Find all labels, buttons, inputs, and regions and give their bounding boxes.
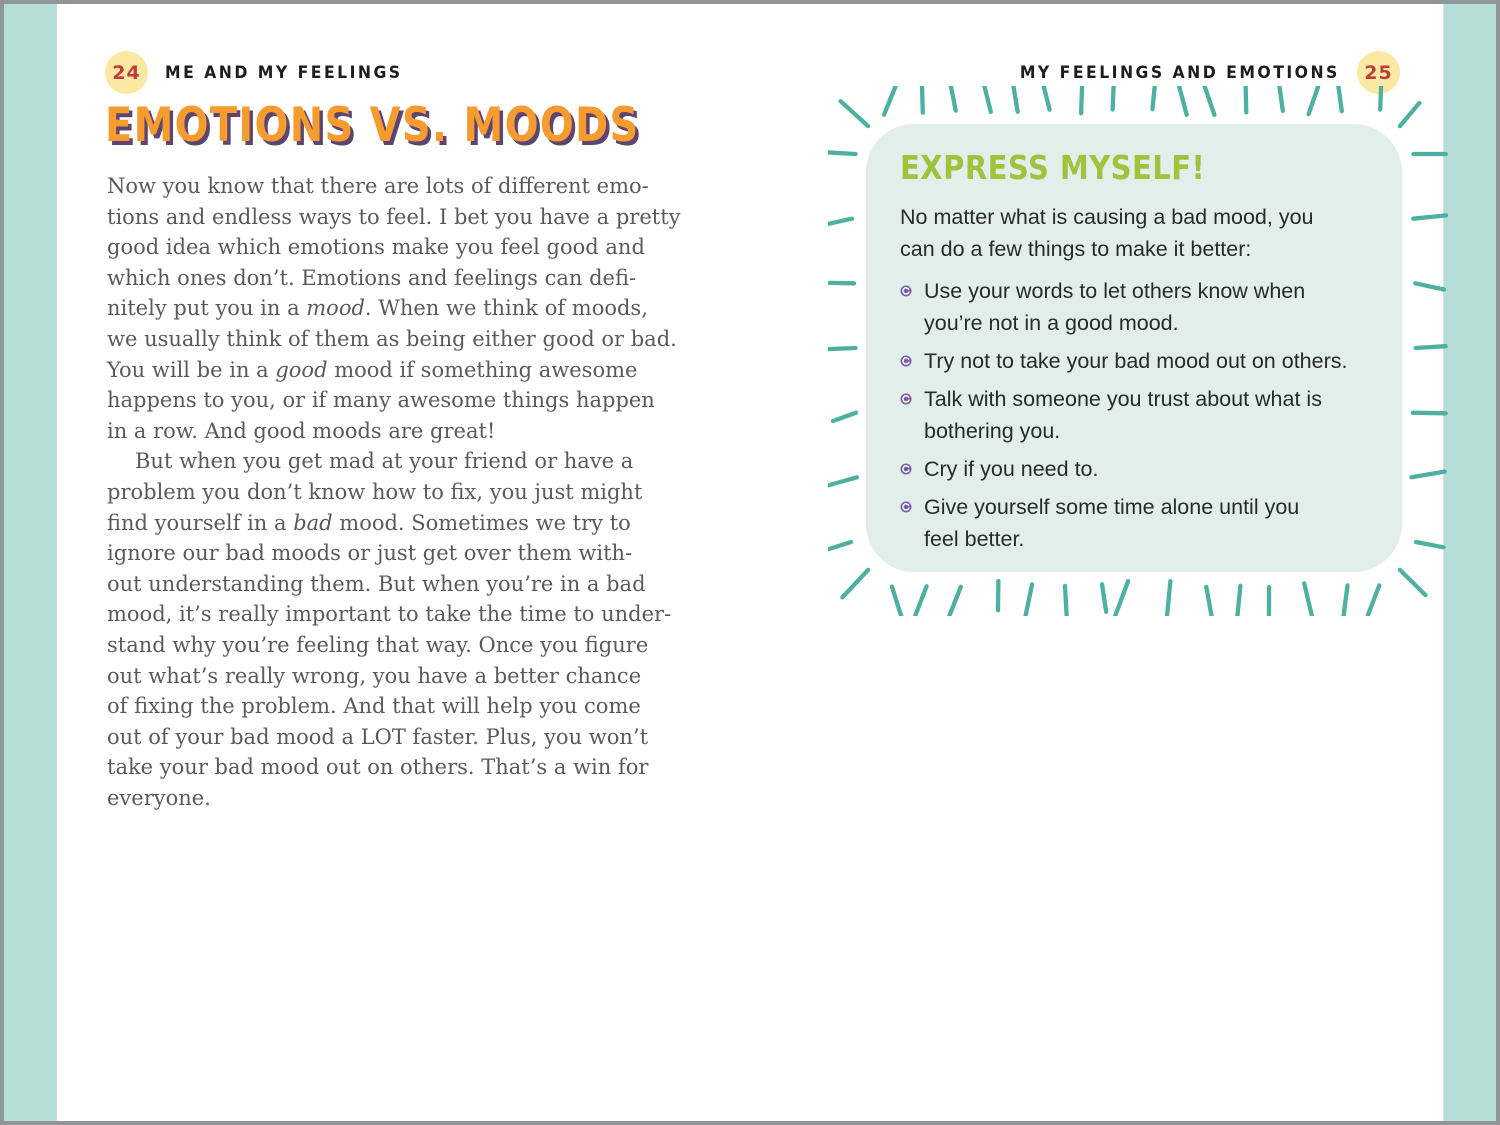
callout-bullet-item bbox=[900, 491, 1368, 555]
book-edge-strip-right bbox=[1443, 4, 1496, 1121]
text-line: you’re not in a good mood. bbox=[924, 311, 1179, 335]
text-line: stand why you’re feeling that way. Once you figure bbox=[107, 632, 649, 657]
book-edge-strip-left bbox=[4, 4, 57, 1121]
text-line: Give yourself some time alone until you bbox=[924, 495, 1300, 519]
text-line: take your bad mood out on others. That’s a win for bbox=[107, 755, 649, 780]
callout-bullet-item bbox=[900, 275, 1368, 339]
bullet-swirl-icon bbox=[900, 501, 912, 513]
text-line: Now you know that there are lots of different emo- bbox=[107, 174, 649, 198]
page-number-badge: 24 bbox=[105, 51, 148, 94]
left-running-header bbox=[105, 51, 415, 94]
text-line: in a row. And good moods are great! bbox=[107, 418, 496, 443]
paragraph bbox=[107, 446, 672, 813]
callout bbox=[828, 86, 1448, 616]
text-line: can do a few things to make it better: bbox=[900, 237, 1252, 261]
callout-box bbox=[866, 124, 1402, 572]
text-line: tions and endless ways to feel. I bet you have a pretty bbox=[107, 204, 681, 229]
bullet-swirl-icon bbox=[900, 285, 912, 297]
text-line: ignore our bad moods or just get over them with- bbox=[107, 541, 633, 566]
body-text bbox=[107, 171, 681, 813]
page-number-badge: 25 bbox=[1357, 51, 1400, 94]
bullet-swirl-icon bbox=[900, 393, 912, 405]
running-header-label: ME AND MY FEELINGS bbox=[165, 63, 403, 82]
text-line: out understanding them. But when you’re in a bad bbox=[107, 571, 646, 596]
text-line: everyone. bbox=[107, 785, 211, 810]
text-line: feel better. bbox=[924, 527, 1025, 551]
callout-intro bbox=[900, 201, 1368, 265]
text-line: Use your words to let others know when bbox=[924, 279, 1306, 303]
text-line: good idea which emotions make you feel good and bbox=[107, 235, 645, 260]
callout-bullet-item bbox=[900, 383, 1368, 447]
text-line: bothering you. bbox=[924, 419, 1061, 443]
text-line: out what’s really wrong, you have a better chance bbox=[107, 663, 642, 688]
text-line: we usually think of them as being either good or bad. bbox=[107, 326, 677, 351]
text-line: mood, it’s really important to take the time to under- bbox=[107, 602, 672, 627]
bullet-text bbox=[924, 275, 1305, 339]
bullet-swirl-icon bbox=[900, 355, 912, 367]
text-line: Talk with someone you trust about what is bbox=[924, 387, 1322, 411]
callout-bullet-item bbox=[900, 453, 1368, 485]
text-line: No matter what is causing a bad mood, you bbox=[900, 205, 1314, 229]
bullet-text bbox=[924, 491, 1299, 555]
text-line: Try not to take your bad mood out on others. bbox=[924, 349, 1348, 373]
bullet-text bbox=[924, 345, 1347, 377]
section-title: EMOTIONS VS. MOODS bbox=[105, 98, 640, 153]
text-line: find yourself in a bad mood. Sometimes we try to bbox=[107, 510, 631, 535]
bullet-swirl-icon bbox=[900, 463, 912, 475]
running-header-label: MY FEELINGS AND EMOTIONS bbox=[1020, 63, 1340, 82]
text-line: of fixing the problem. And that will help you come bbox=[107, 694, 641, 719]
text-line: nitely put you in a mood. When we think of moods, bbox=[107, 296, 648, 321]
text-line: But when you get mad at your friend or have a bbox=[135, 449, 634, 474]
text-line: out of your bad mood a LOT faster. Plus, you won’t bbox=[107, 724, 649, 749]
text-line: Cry if you need to. bbox=[924, 457, 1099, 481]
callout-title: EXPRESS MYSELF! bbox=[900, 148, 1206, 187]
paragraph bbox=[107, 171, 681, 446]
callout-bullet-item bbox=[900, 345, 1368, 377]
text-line: You will be in a good mood if something awesome bbox=[107, 357, 638, 382]
bullet-text bbox=[924, 453, 1098, 485]
text-line: problem you don’t know how to fix, you just might bbox=[107, 479, 643, 504]
text-line: which ones don’t. Emotions and feelings can defi- bbox=[107, 265, 637, 290]
bullet-text bbox=[924, 383, 1322, 447]
text-line: happens to you, or if many awesome things happen bbox=[107, 388, 655, 413]
callout-bullet-list bbox=[900, 275, 1368, 555]
